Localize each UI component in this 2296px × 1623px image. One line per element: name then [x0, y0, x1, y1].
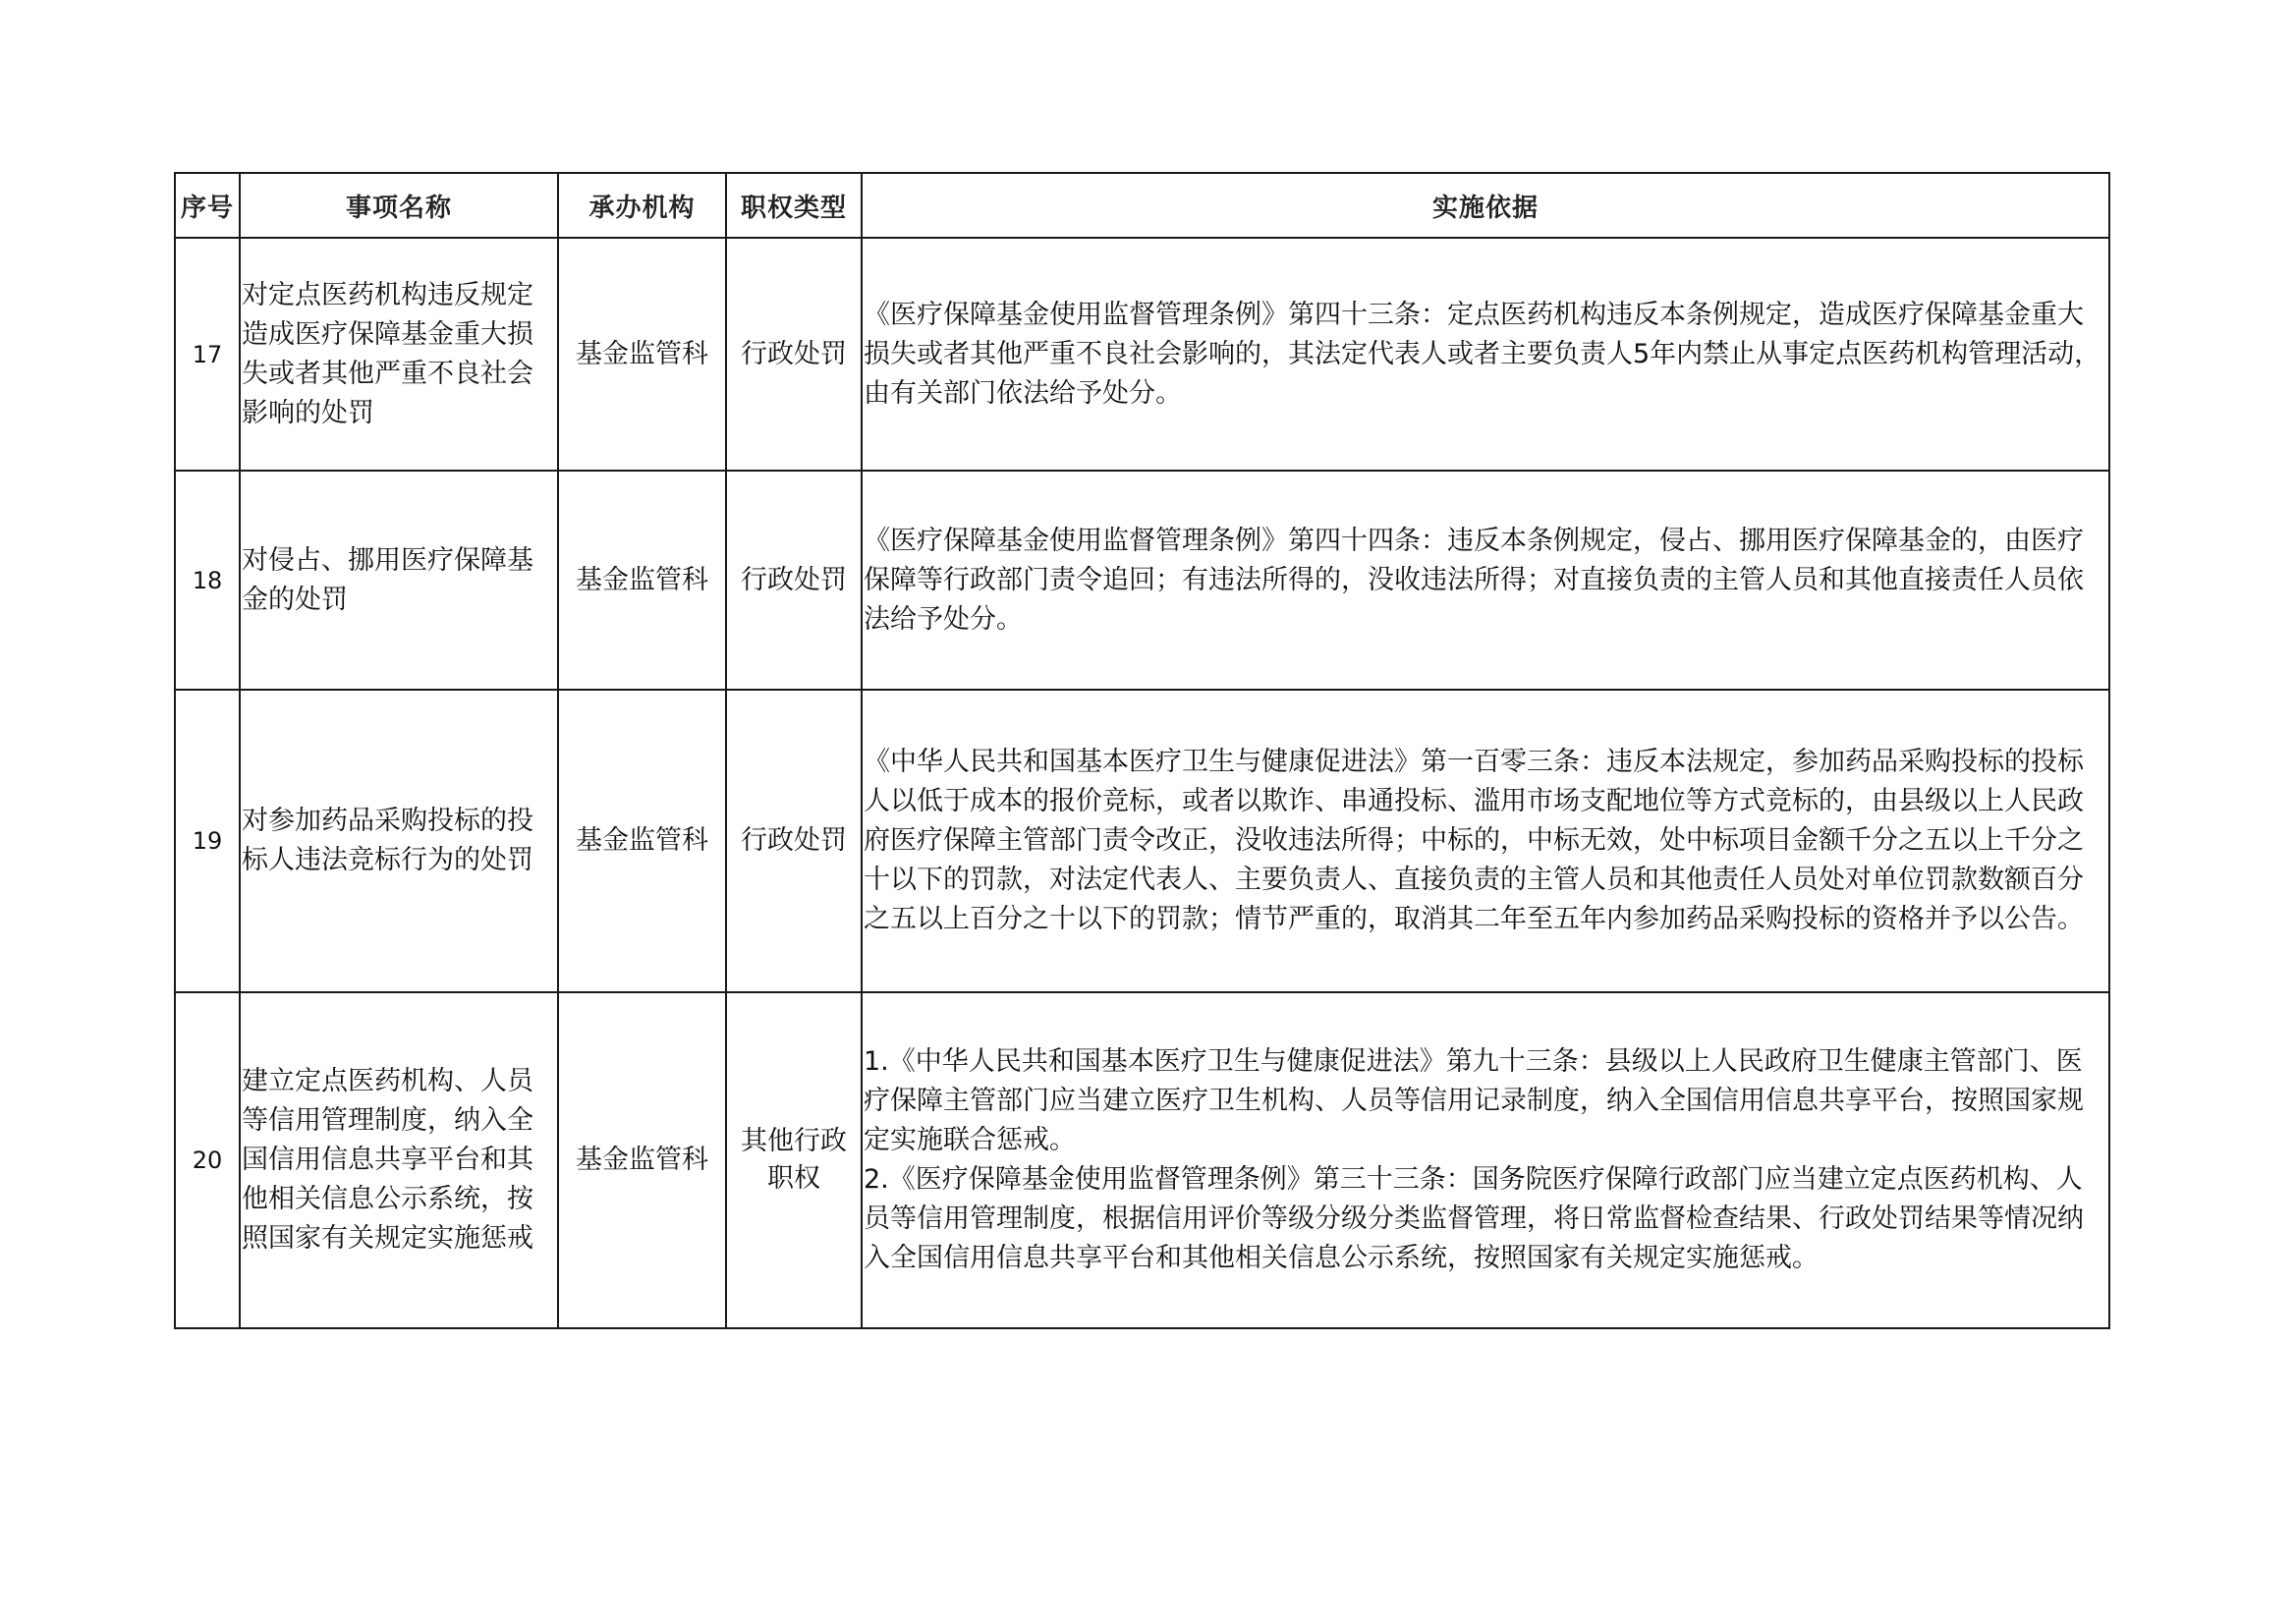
header-seq: 序号 [175, 173, 240, 238]
seq-cell: 17 [175, 238, 240, 471]
power-type-text: 其他行政职权 [741, 1125, 847, 1194]
basis-paragraph-2: 2.《医疗保障基金使用监督管理条例》第三十三条：国务院医疗保障行政部门应当建立定点医药机构、人员等信用管理制度，根据信用评价等级分级分类监督管理，将日常监督检查结果、行政处罚结果等情况纳入全国信用信息共享平台和其他相关信息公示系统，按照国家有关规定实施惩戒。 [864, 1164, 2084, 1273]
department-cell: 基金监管科 [558, 471, 726, 690]
item-name-cell: 对侵占、挪用医疗保障基金的处罚 [240, 471, 558, 690]
administrative-powers-table [174, 172, 2110, 1329]
basis-cell [862, 238, 2109, 471]
power-type-cell: 行政处罚 [726, 238, 862, 471]
seq-cell: 20 [175, 992, 240, 1328]
item-name-cell: 对定点医药机构违反规定造成医疗保障基金重大损失或者其他严重不良社会影响的处罚 [240, 238, 558, 471]
basis-paragraph: 《医疗保障基金使用监督管理条例》第四十四条：违反本条例规定，侵占、挪用医疗保障基金的，由医疗保障等行政部门责令追回；有违法所得的，没收违法所得；对直接负责的主管人员和其他直接责任人员依法给予处分。 [864, 525, 2084, 635]
department-cell: 基金监管科 [558, 992, 726, 1328]
header-department: 承办机构 [558, 173, 726, 238]
header-basis: 实施依据 [862, 173, 2109, 238]
basis-cell [862, 471, 2109, 690]
power-type-cell: 行政处罚 [726, 690, 862, 992]
basis-cell [862, 992, 2109, 1328]
table-row [175, 471, 2109, 690]
table-row [175, 238, 2109, 471]
seq-cell: 19 [175, 690, 240, 992]
basis-paragraph: 《医疗保障基金使用监督管理条例》第四十三条：定点医药机构违反本条例规定，造成医疗保障基金重大损失或者其他严重不良社会影响的，其法定代表人或者主要负责人5年内禁止从事定点医药机构管理活动，由有关部门依法给予处分。 [864, 299, 2101, 409]
power-type-cell [726, 992, 862, 1328]
basis-paragraph: 《中华人民共和国基本医疗卫生与健康促进法》第一百零三条：违反本法规定，参加药品采购投标的投标人以低于成本的报价竞标，或者以欺诈、串通投标、滥用市场支配地位等方式竞标的，由县级以上人民政府医疗保障主管部门责令改正，没收违法所得；中标的，中标无效，处中标项目金额千分之五以上千分之十以下的罚款，对法定代表人、主要负责人、直接负责的主管人员和其他责任人员处对单位罚款数额百分之五以上百分之十以下的罚款；情节严重的，取消其二年至五年内参加药品采购投标的资格并予以公告。 [864, 747, 2084, 934]
header-power-type: 职权类型 [726, 173, 862, 238]
department-cell: 基金监管科 [558, 238, 726, 471]
header-item-name: 事项名称 [240, 173, 558, 238]
basis-paragraph-1: 1.《中华人民共和国基本医疗卫生与健康促进法》第九十三条：县级以上人民政府卫生健康主管部门、医疗保障主管部门应当建立医疗卫生机构、人员等信用记录制度，纳入全国信用信息共享平台，按照国家规定实施联合惩戒。 [864, 1046, 2084, 1155]
item-name-cell: 对参加药品采购投标的投标人违法竞标行为的处罚 [240, 690, 558, 992]
table-row [175, 690, 2109, 992]
item-name-cell: 建立定点医药机构、人员等信用管理制度，纳入全国信用信息共享平台和其他相关信息公示系统，按照国家有关规定实施惩戒 [240, 992, 558, 1328]
seq-cell: 18 [175, 471, 240, 690]
power-type-cell: 行政处罚 [726, 471, 862, 690]
basis-cell [862, 690, 2109, 992]
table-header-row [175, 173, 2109, 238]
table-row [175, 992, 2109, 1328]
department-cell: 基金监管科 [558, 690, 726, 992]
